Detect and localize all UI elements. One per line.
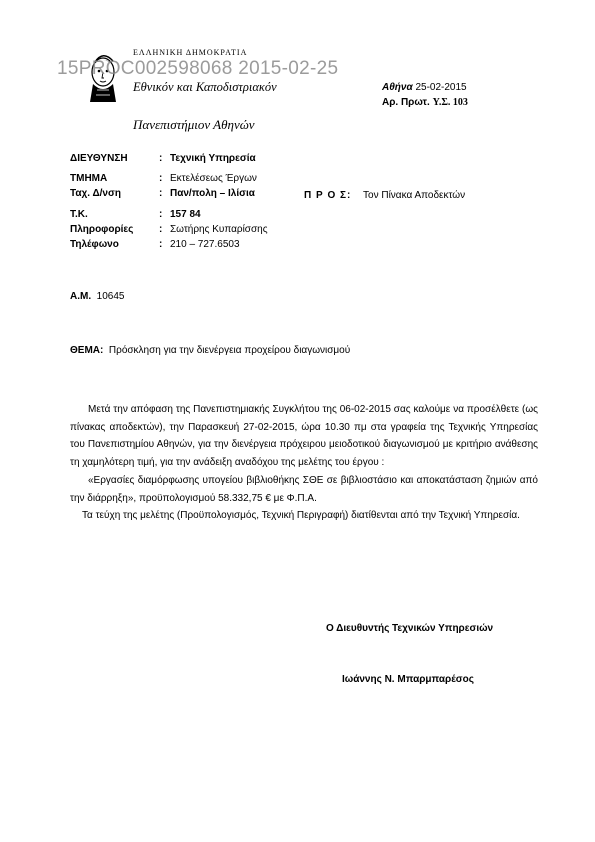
info-colon: : <box>159 239 163 250</box>
university-name-line2: Πανεπιστήμιον Αθηνών <box>133 117 255 132</box>
date-value: 25-02-2015 <box>415 82 467 93</box>
info-colon: : <box>159 224 163 235</box>
info-label: Τ.Κ. <box>70 209 88 220</box>
date-label: Αθήνα <box>382 82 413 93</box>
info-label: Τηλέφωνο <box>70 239 119 250</box>
info-value: Σωτήρης Κυπαρίσσης <box>170 224 268 235</box>
info-value: Τεχνική Υπηρεσία <box>170 153 256 164</box>
registry-stamp: 15PROC002598068 2015-02-25 <box>57 58 339 79</box>
info-value: Παν/πολη – Ιλίσια <box>170 188 255 199</box>
info-label: ΤΜΗΜΑ <box>70 173 108 184</box>
signature-name: Ιωάννης Ν. Μπαρμπαρέσος <box>342 674 474 685</box>
recipient-label: Π Ρ Ο Σ: <box>304 190 352 201</box>
body-paragraph-2: «Εργασίες διαμόρφωσης υπογείου βιβλιοθήκης ΣΘΕ σε βιβλιοστάσιο και αποκατάσταση ζημιών από την διάρρηξη», προϋπολογισμού 58.332,75 € με Φ.Π.Α. <box>70 474 538 504</box>
recipient-value: Τον Πίνακα Αποδεκτών <box>363 190 466 201</box>
info-colon: : <box>159 173 163 184</box>
protocol-value: Υ.Σ. 103 <box>432 97 468 108</box>
info-label: Πληροφορίες <box>70 224 134 235</box>
letter-body <box>70 401 538 525</box>
subject-value: Πρόσκληση για την διενέργεια προχείρου διαγωνισμού <box>108 345 351 356</box>
info-colon: : <box>159 153 163 164</box>
university-name-line1: Εθνικόν και Καποδιστριακόν <box>133 80 277 94</box>
info-colon: : <box>159 209 163 220</box>
subject-line <box>70 345 350 356</box>
am-label: Α.Μ. <box>70 291 92 302</box>
info-colon: : <box>159 188 163 199</box>
info-value: Εκτελέσεως Έργων <box>170 173 257 184</box>
body-paragraph-3: Τα τεύχη της μελέτης (Προϋπολογισμός, Τεχνική Περιγραφή) διατίθενται από την Τεχνική Υπηρεσία. <box>82 510 520 522</box>
info-label: ΔΙΕΥΘΥΝΣΗ <box>70 153 128 164</box>
signature-title: Ο Διευθυντής Τεχνικών Υπηρεσιών <box>326 623 494 634</box>
protocol-label: Αρ. Πρωτ. <box>382 97 430 108</box>
subject-label: ΘΕΜΑ: <box>70 345 104 356</box>
body-paragraph-1: Μετά την απόφαση της Πανεπιστημιακής Συγκλήτου της 06-02-2015 σας καλούμε να προσέλθετε (ως πίνακας αποδεκτών), την Παρασκευή 27-02-2015, ώρα 10.30 πμ στα γραφεία της Τεχνικής Υπηρεσίας του Πανεπιστημίου Αθηνών, για την διενέργεια πρόχειρου μειοδοτικού διαγωνισμού με κριτήριο ανάθεσης τη χαμηλότερη τιμή, για την ανάδειξη αναδόχου της μελέτης του έργου : <box>70 404 538 469</box>
info-value: 157 84 <box>170 209 201 220</box>
info-label: Ταχ. Δ/νση <box>70 188 121 199</box>
date-line <box>382 82 467 93</box>
republic-heading: ΕΛΛΗΝΙΚΗ ΔΗΜΟΚΡΑΤΙΑ <box>133 48 248 57</box>
info-value: 210 – 727.6503 <box>170 239 240 250</box>
protocol-line <box>382 97 468 108</box>
am-value: 10645 <box>96 291 125 302</box>
reference-number <box>70 291 124 302</box>
